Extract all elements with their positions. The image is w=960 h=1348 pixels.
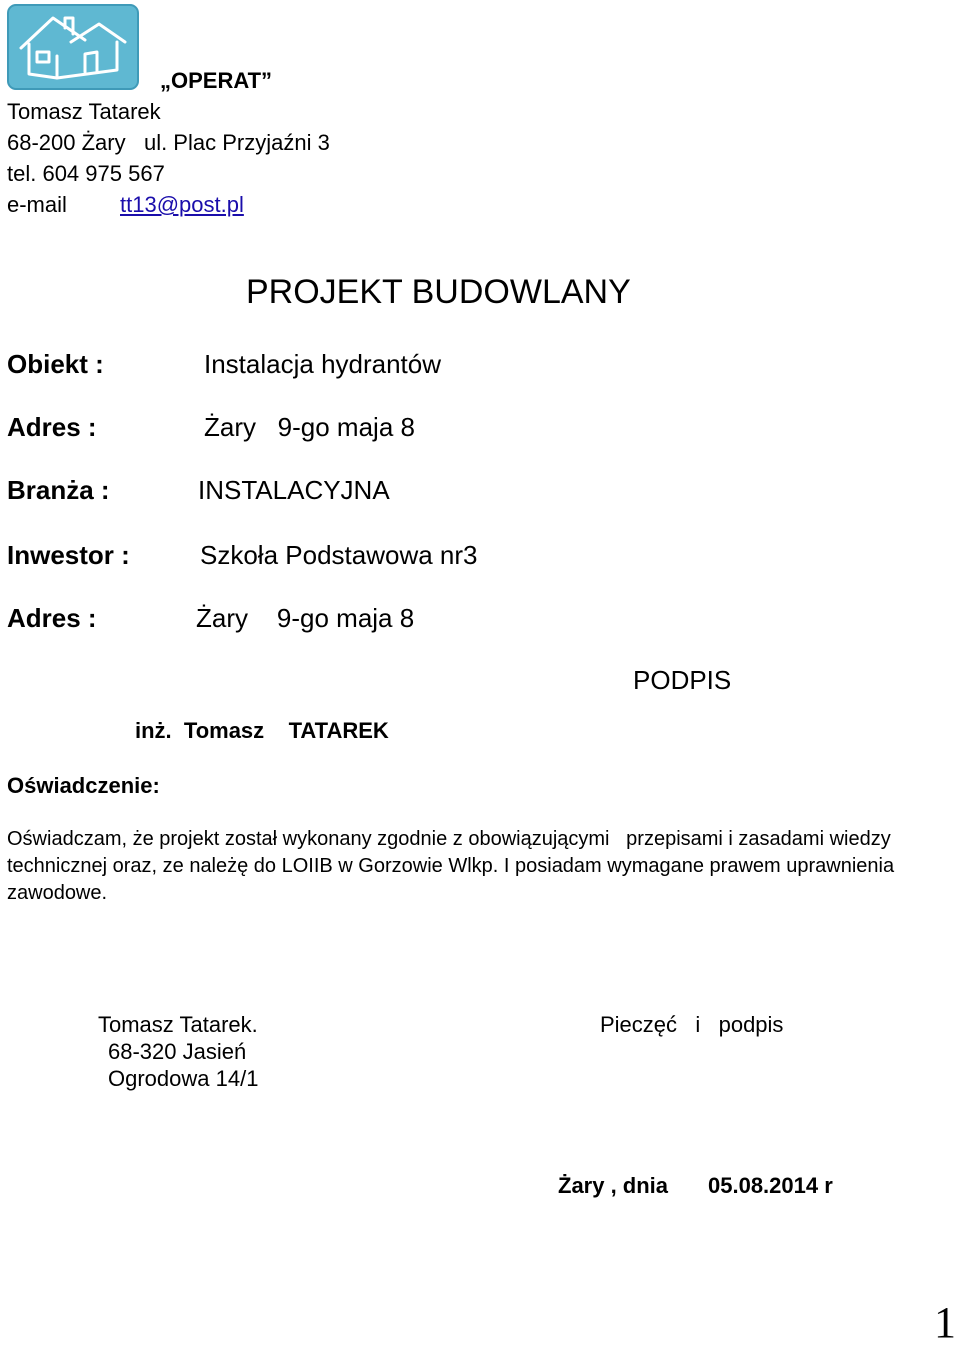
header-title: „OPERAT” xyxy=(160,68,273,93)
address-value: Żary 9-go maja 8 xyxy=(204,412,415,442)
investor-label: Inwestor : xyxy=(7,540,130,570)
address-label: Adres : xyxy=(7,412,97,442)
page-number: 1 xyxy=(934,1298,956,1347)
object-value: Instalacja hydrantów xyxy=(204,349,442,379)
investor-value: Szkoła Podstawowa nr3 xyxy=(200,540,478,570)
declaration-text: Oświadczam, że projekt został wykonany zgodnie z obowiązującymi przepisami i zasadami wiedzy technicznej oraz, ze należę do LOIIB w Gorzowie Wlkp. I posiadam wymagane prawem uprawnienia zawodowe. xyxy=(7,828,900,904)
designer-name: inż. Tomasz TATAREK xyxy=(135,718,389,743)
signature-label: PODPIS xyxy=(633,665,732,695)
stamp-label: Pieczęć i podpis xyxy=(600,1012,784,1037)
date: 05.08.2014 r xyxy=(708,1173,833,1198)
footer-street: Ogrodowa 14/1 xyxy=(108,1066,259,1091)
investor-address-value: Żary 9-go maja 8 xyxy=(196,603,415,633)
investor-address-label: Adres : xyxy=(7,603,97,633)
logo xyxy=(7,4,139,90)
header-name: Tomasz Tatarek xyxy=(7,99,161,124)
footer-name: Tomasz Tatarek. xyxy=(98,1012,258,1037)
branch-label: Branża : xyxy=(7,475,110,505)
email-link[interactable]: tt13@post.pl xyxy=(120,192,244,217)
header-phone: tel. 604 975 567 xyxy=(7,161,165,186)
house-icon xyxy=(7,4,139,90)
declaration-heading: Oświadczenie: xyxy=(7,773,160,798)
header-address: 68-200 Żary ul. Plac Przyjaźni 3 xyxy=(7,130,330,155)
place-date-prefix: Żary , dnia xyxy=(558,1173,669,1198)
footer-postal: 68-320 Jasień xyxy=(108,1039,247,1064)
branch-value: INSTALACYJNA xyxy=(198,475,390,505)
header-email-label: e-mail xyxy=(7,192,67,217)
document-title: PROJEKT BUDOWLANY xyxy=(246,273,631,311)
object-label: Obiekt : xyxy=(7,349,104,379)
